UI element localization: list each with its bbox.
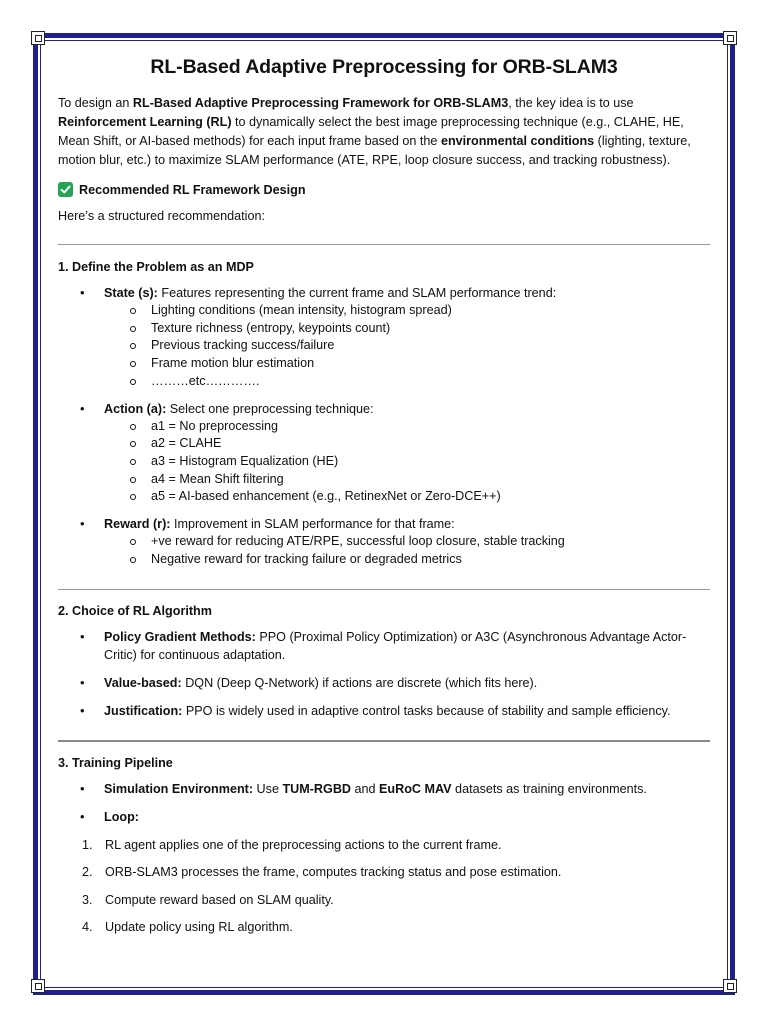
list-item: Previous tracking success/failure [104, 337, 710, 355]
list-item: Lighting conditions (mean intensity, histogram spread) [104, 302, 710, 320]
list-item: ………etc…………. [104, 373, 710, 391]
list-item-value-based [58, 674, 710, 692]
check-mark-icon [58, 182, 73, 197]
step-text: ORB-SLAM3 processes the frame, computes tracking status and pose estimation. [105, 865, 562, 880]
value-based-label: Value-based: [104, 676, 182, 691]
step-number: 3. [82, 892, 93, 907]
intro-text: , the key idea is to use [508, 96, 634, 110]
intro-text: to dynamically select the best image preprocessing technique (e.g., CLAHE, HE, Mean Shift, or AI-based methods) for each input frame based on the [58, 115, 684, 148]
list-item: a2 = CLAHE [104, 435, 710, 453]
list-item [58, 891, 710, 909]
list-item: +ve reward for reducing ATE/RPE, successful loop closure, stable tracking [104, 533, 710, 551]
document-content [58, 56, 710, 936]
intro-text: To design an [58, 96, 133, 110]
dataset-name: TUM-RGBD [282, 782, 352, 797]
list-item-loop [58, 808, 710, 826]
state-text: Features representing the current frame and SLAM performance trend: [157, 286, 557, 300]
loop-label: Loop: [104, 810, 139, 825]
justification-text: PPO is widely used in adaptive control tasks because of stability and sample efficiency. [182, 704, 671, 719]
list-item-action [58, 400, 710, 507]
step-text: Compute reward based on SLAM quality. [105, 892, 334, 907]
section-3-heading: 3. Training Pipeline [58, 756, 173, 771]
list-item [58, 836, 710, 854]
state-label: State (s): [104, 286, 158, 300]
policy-gradient-label: Policy Gradient Methods: [104, 630, 256, 645]
step-number: 2. [82, 865, 93, 880]
list-item-reward [58, 515, 710, 568]
corner-ornament-top-left [31, 31, 45, 45]
policy-gradient-text: PPO (Proximal Policy Optimization) or A3C (Asynchronous Advantage Actor-Critic) for continuous adaptation. [104, 630, 687, 663]
list-item: a4 = Mean Shift filtering [104, 471, 710, 489]
divider [58, 740, 710, 742]
intro-bold: Reinforcement Learning (RL) [58, 115, 232, 129]
structured-intro: Here’s a structured recommendation: [58, 209, 265, 223]
justification-label: Justification: [104, 704, 183, 719]
corner-ornament-bottom-right [723, 979, 737, 993]
section-1-list [58, 284, 710, 568]
list-item: Frame motion blur estimation [104, 355, 710, 373]
list-item-justification [58, 702, 710, 720]
list-item: a3 = Histogram Equalization (HE) [104, 453, 710, 471]
intro-paragraph [58, 94, 710, 170]
step-number: 1. [82, 837, 93, 852]
list-item: Negative reward for tracking failure or degraded metrics [104, 551, 710, 569]
intro-text: (lighting, texture, motion blur, etc.) to maximize SLAM performance (ATE, RPE, loop closure success, and tracking robustness). [58, 134, 691, 167]
step-number: 4. [82, 920, 93, 935]
list-item: a5 = AI-based enhancement (e.g., RetinexNet or Zero-DCE++) [104, 488, 710, 506]
step-text: Update policy using RL algorithm. [105, 920, 293, 935]
section-3-list [58, 780, 710, 826]
step-text: RL agent applies one of the preprocessing actions to the current frame. [105, 837, 502, 852]
value-based-text: DQN (Deep Q-Network) if actions are discrete (which fits here). [181, 676, 538, 691]
state-sublist [104, 302, 710, 391]
simulation-text: Use [253, 782, 283, 797]
simulation-text: datasets as training environments. [451, 782, 647, 797]
corner-ornament-bottom-left [31, 979, 45, 993]
corner-ornament-top-right [723, 31, 737, 45]
list-item-simulation [58, 780, 710, 798]
section-1-heading: 1. Define the Problem as an MDP [58, 260, 254, 274]
list-item-state [58, 284, 710, 391]
recommended-label: Recommended RL Framework Design [79, 182, 306, 197]
page-title: RL-Based Adaptive Preprocessing for ORB-SLAM3 [150, 56, 618, 78]
action-label: Action (a): [104, 401, 167, 416]
section-2-heading: 2. Choice of RL Algorithm [58, 604, 212, 619]
section-2-list [58, 628, 710, 720]
reward-text: Improvement in SLAM performance for that frame: [170, 517, 455, 532]
list-item: Texture richness (entropy, keypoints count) [104, 320, 710, 338]
list-item: a1 = No preprocessing [104, 418, 710, 436]
intro-bold: environmental conditions [440, 134, 595, 148]
divider [58, 589, 710, 590]
recommended-heading [58, 182, 710, 197]
dataset-name: EuRoC MAV [379, 782, 452, 797]
loop-steps [58, 836, 710, 937]
list-item [58, 863, 710, 881]
action-text: Select one preprocessing technique: [166, 401, 374, 416]
reward-label: Reward (r): [104, 517, 171, 532]
reward-sublist [104, 533, 710, 568]
list-item [58, 918, 710, 936]
simulation-label: Simulation Environment: [104, 782, 254, 797]
list-item-policy-gradient [58, 628, 710, 664]
intro-bold: RL-Based Adaptive Preprocessing Framework for ORB-SLAM3 [132, 96, 509, 110]
divider [58, 244, 710, 245]
simulation-text: and [351, 782, 380, 797]
action-sublist [104, 418, 710, 507]
